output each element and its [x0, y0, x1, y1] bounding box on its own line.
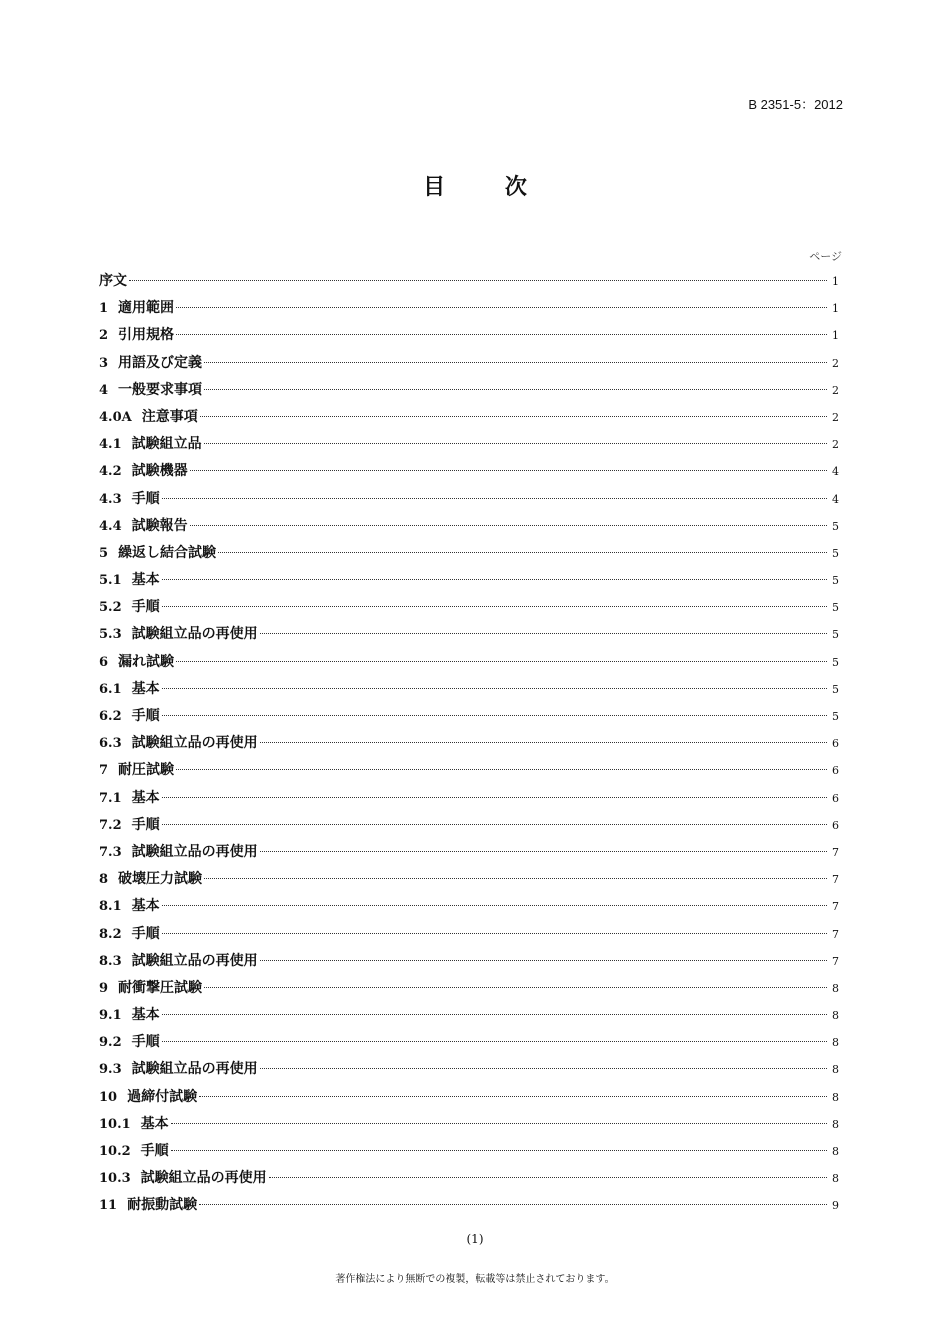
toc-entry-page: 1 [832, 302, 839, 316]
toc-entry-label: 耐振動試験 [127, 1197, 198, 1214]
toc-entry-number: 8.1 [99, 899, 122, 915]
toc-entry[interactable] [99, 812, 839, 839]
toc-entry-number: 6.1 [99, 681, 122, 697]
toc-entry-page: 5 [832, 628, 839, 642]
toc-entry-label: 基本 [131, 789, 160, 806]
toc-entry-page: 9 [832, 1199, 839, 1213]
toc-entry-label: 試験組立品の再使用 [131, 843, 258, 860]
dot-leader [199, 1096, 827, 1097]
toc-entry[interactable] [99, 322, 839, 349]
toc-entry-page: 7 [832, 900, 839, 914]
toc-entry[interactable] [99, 1192, 839, 1219]
toc-entry-number: 10 [99, 1089, 118, 1105]
toc-entry-number: 6.3 [99, 736, 122, 752]
toc-entry-page: 5 [832, 574, 839, 588]
toc-entry-number: 1 [99, 301, 109, 317]
toc-entry-number: 7.3 [99, 844, 122, 860]
toc-entry-number: 4.4 [99, 518, 122, 534]
toc-entry-number: 7.1 [99, 790, 122, 806]
toc-entry-number: 5.1 [99, 573, 122, 589]
toc-entry-number: 10.1 [99, 1116, 131, 1132]
page-column-header: ページ [809, 250, 842, 263]
page-number: (1) [466, 1232, 484, 1246]
toc-entry-label: 繰返し結合試験 [118, 544, 217, 561]
toc-entry-page: 5 [832, 655, 839, 669]
toc-entry-label: 手順 [140, 1143, 169, 1159]
toc-entry[interactable] [99, 730, 839, 757]
toc-entry-label: 手順 [131, 490, 160, 507]
toc-entry-page: 6 [832, 737, 839, 751]
toc-entry[interactable] [99, 540, 839, 567]
toc-entry-page: 7 [832, 845, 839, 859]
dot-leader [204, 389, 827, 390]
toc-entry-page: 8 [832, 1009, 839, 1023]
dot-leader [204, 443, 827, 444]
toc-entry[interactable] [99, 676, 839, 703]
toc-entry[interactable] [99, 975, 839, 1002]
toc-entry-page: 5 [832, 710, 839, 723]
table-of-contents [99, 268, 839, 1220]
toc-entry[interactable] [99, 839, 839, 866]
toc-entry-number: 5.2 [99, 600, 122, 616]
toc-entry-label: 試験組立品 [131, 436, 202, 453]
toc-entry-number: 9.2 [99, 1035, 122, 1051]
toc-entry-label: 試験組立品の再使用 [131, 626, 258, 643]
toc-entry-page: 2 [832, 356, 839, 370]
toc-entry-number: 3 [99, 355, 109, 371]
toc-entry-number: 4 [99, 382, 109, 398]
toc-entry[interactable] [99, 295, 839, 322]
dot-leader [171, 1123, 827, 1124]
toc-entry-label: 基本 [131, 1007, 160, 1024]
toc-entry-page: 2 [832, 410, 839, 424]
toc-entry-page: 8 [832, 1063, 839, 1077]
toc-entry-page: 2 [832, 383, 839, 397]
toc-entry-label: 基本 [140, 1115, 169, 1132]
page-title: 目 次 [423, 175, 553, 200]
toc-entry[interactable] [99, 268, 839, 295]
toc-entry-number: 10.2 [99, 1144, 131, 1159]
copyright-notice: 著作権法により無断での複製，転載等は禁止されております。 [335, 1274, 615, 1285]
toc-entry-label: 用語及び定義 [118, 354, 203, 371]
dot-leader [176, 307, 827, 308]
dot-leader [162, 715, 827, 716]
toc-entry-page: 8 [832, 981, 839, 995]
toc-entry-number: 5 [99, 545, 109, 561]
toc-entry-page: 1 [832, 275, 839, 288]
toc-entry-page: 2 [832, 438, 839, 452]
dot-leader [162, 797, 827, 798]
toc-entry-label: 試験報告 [131, 517, 188, 534]
toc-entry-label: 適用範囲 [118, 300, 175, 317]
toc-entry-label: 試験組立品の再使用 [131, 1061, 258, 1078]
toc-entry[interactable] [99, 948, 839, 975]
dot-leader [190, 525, 827, 526]
toc-entry[interactable] [99, 1029, 839, 1056]
dot-leader [199, 1204, 827, 1205]
toc-entry[interactable] [99, 649, 839, 676]
dot-leader [162, 579, 827, 580]
toc-entry-number: 2 [99, 328, 109, 344]
toc-entry-label: 基本 [131, 680, 160, 697]
dot-leader [129, 280, 827, 281]
dot-leader [204, 362, 827, 363]
dot-leader [162, 933, 827, 934]
toc-entry[interactable] [99, 866, 839, 893]
toc-entry[interactable] [99, 404, 839, 431]
dot-leader [162, 606, 827, 607]
toc-entry-page: 8 [832, 1117, 839, 1131]
dot-leader [260, 742, 827, 743]
toc-entry[interactable] [99, 1111, 839, 1138]
toc-entry-label: 手順 [131, 599, 160, 616]
dot-leader [162, 1014, 827, 1015]
dot-leader [190, 470, 827, 471]
toc-entry[interactable] [99, 350, 839, 377]
dot-leader [260, 633, 827, 634]
toc-entry-label: 試験機器 [131, 463, 188, 480]
toc-entry-page: 8 [832, 1090, 839, 1104]
toc-entry-number: 9.1 [99, 1008, 122, 1024]
dot-leader [204, 878, 827, 879]
toc-entry-label: 基本 [131, 572, 160, 589]
toc-entry[interactable] [99, 785, 839, 812]
toc-entry[interactable] [99, 458, 839, 485]
toc-entry-page: 5 [832, 601, 839, 615]
toc-entry-label: 引用規格 [118, 327, 175, 344]
dot-leader [176, 661, 827, 662]
toc-entry-label: 試験組立品の再使用 [131, 735, 258, 752]
toc-entry-number: 8 [99, 872, 109, 888]
toc-entry-page: 8 [832, 1036, 839, 1050]
dot-leader [162, 688, 827, 689]
toc-entry-label: 耐圧試験 [118, 762, 175, 779]
toc-entry-label: 破壊圧力試験 [118, 871, 203, 888]
dot-leader [171, 1150, 827, 1151]
toc-entry-number: 5.3 [99, 627, 122, 643]
dot-leader [204, 987, 827, 988]
toc-entry-number: 6 [99, 654, 109, 670]
toc-entry-page: 6 [832, 791, 839, 805]
toc-entry-number: 8.2 [99, 926, 122, 942]
toc-entry-page: 8 [832, 1172, 839, 1186]
toc-entry-label: 試験組立品の再使用 [131, 952, 258, 969]
toc-entry-page: 7 [832, 954, 839, 968]
toc-entry-page: 7 [832, 873, 839, 887]
toc-entry-number: 11 [99, 1198, 118, 1214]
dot-leader [176, 334, 827, 335]
toc-entry-number: 9 [99, 980, 109, 996]
dot-leader [162, 1041, 827, 1042]
dot-leader [162, 498, 827, 499]
dot-leader [260, 960, 827, 961]
toc-entry-number: 10.3 [99, 1171, 131, 1187]
dot-leader [260, 851, 827, 852]
toc-entry-label: 手順 [131, 1034, 160, 1051]
toc-entry[interactable] [99, 703, 839, 730]
toc-entry[interactable] [99, 1084, 839, 1111]
toc-entry-page: 5 [832, 682, 839, 696]
toc-entry-page: 7 [832, 927, 839, 941]
toc-entry-label: 注意事項 [141, 408, 198, 425]
toc-entry[interactable] [99, 513, 839, 540]
dot-leader [260, 1068, 827, 1069]
toc-entry-number: 9.3 [99, 1062, 122, 1078]
toc-entry-page: 4 [832, 492, 839, 506]
dot-leader [176, 769, 827, 770]
toc-entry[interactable] [99, 621, 839, 648]
toc-entry-label: 手順 [131, 816, 160, 833]
standard-code: B 2351-5：2012 [748, 97, 843, 112]
toc-entry-number: 8.3 [99, 953, 122, 969]
toc-entry[interactable] [99, 757, 839, 784]
toc-entry[interactable] [99, 1002, 839, 1029]
dot-leader [218, 552, 827, 553]
toc-entry[interactable] [99, 594, 839, 621]
toc-entry[interactable] [99, 893, 839, 920]
toc-entry-label: 基本 [131, 898, 160, 915]
toc-entry-label: 序文 [99, 273, 127, 289]
toc-entry-page: 4 [832, 465, 839, 479]
toc-entry-page: 6 [832, 764, 839, 778]
toc-entry[interactable] [99, 921, 839, 948]
toc-entry[interactable] [99, 567, 839, 594]
toc-entry-page: 8 [832, 1145, 839, 1158]
dot-leader [200, 416, 827, 417]
toc-entry-label: 過締付試験 [127, 1088, 198, 1105]
toc-entry-number: 4.0A [99, 409, 132, 425]
toc-entry-number: 7.2 [99, 817, 122, 833]
toc-entry-label: 漏れ試験 [118, 653, 175, 670]
toc-entry[interactable] [99, 1056, 839, 1083]
toc-entry-number: 4.1 [99, 437, 122, 453]
toc-entry-label: 一般要求事項 [118, 381, 203, 398]
toc-entry-label: 耐衝撃圧試験 [118, 979, 203, 996]
toc-entry-label: 試験組立品の再使用 [140, 1170, 267, 1187]
toc-entry[interactable] [99, 377, 839, 404]
toc-entry[interactable] [99, 431, 839, 458]
toc-entry-page: 1 [832, 329, 839, 343]
toc-entry-label: 手順 [131, 708, 160, 724]
toc-entry[interactable] [99, 1138, 839, 1165]
toc-entry-number: 7 [99, 763, 109, 779]
toc-entry-page: 6 [832, 818, 839, 832]
dot-leader [162, 824, 827, 825]
toc-entry-number: 4.2 [99, 464, 122, 480]
toc-entry-label: 手順 [131, 925, 160, 942]
toc-entry-number: 6.2 [99, 709, 122, 724]
toc-entry-page: 5 [832, 546, 839, 560]
toc-entry-number: 4.3 [99, 491, 122, 507]
toc-entry-page: 5 [832, 519, 839, 533]
toc-entry[interactable] [99, 486, 839, 513]
dot-leader [269, 1177, 827, 1178]
dot-leader [162, 905, 827, 906]
toc-entry[interactable] [99, 1165, 839, 1192]
